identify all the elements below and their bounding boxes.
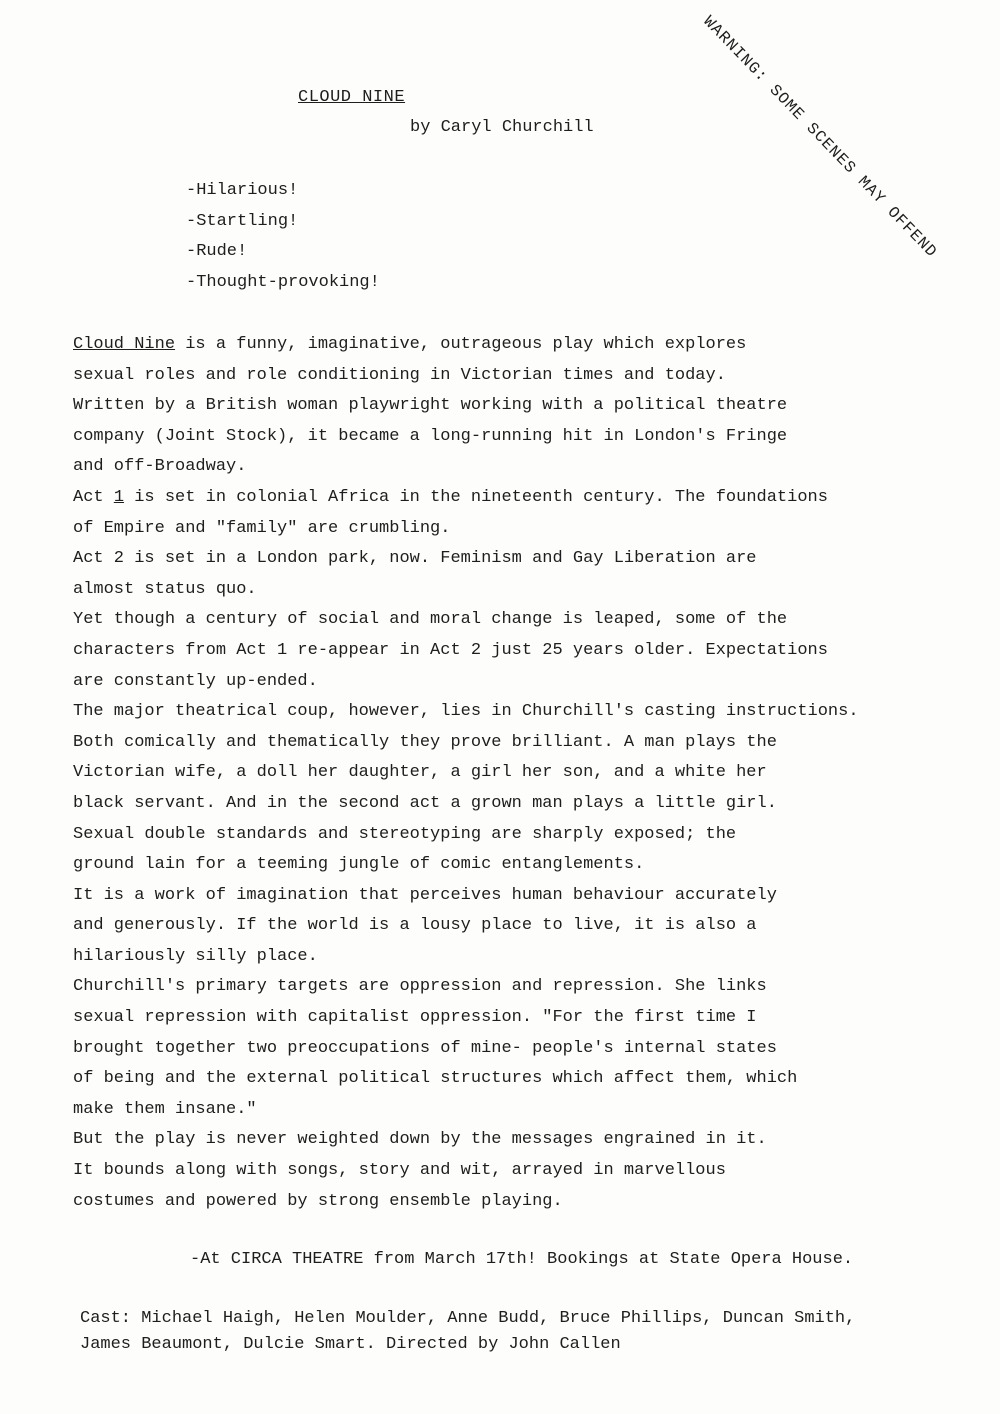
body-line: costumes and powered by strong ensemble playing.: [73, 1191, 563, 1211]
body-line: are constantly up-ended.: [73, 671, 318, 691]
body-line: company (Joint Stock), it became a long-running hit in London's Fringe: [73, 426, 788, 446]
body-line: and off-Broadway.: [73, 457, 247, 477]
play-title: CLOUD NINE: [298, 88, 406, 107]
body-line: Act 2 is set in a London park, now. Feminism and Gay Liberation are: [73, 549, 757, 569]
cast-list: [80, 1306, 980, 1358]
body-line: Sexual double standards and stereotyping are sharply exposed; the: [73, 824, 737, 844]
body-text: is set in colonial Africa in the nineteenth century. The foundations: [124, 487, 828, 507]
body-line: hilariously silly place.: [73, 946, 318, 966]
body-line: [73, 330, 978, 361]
body-line: characters from Act 1 re-appear in Act 2 just 25 years older. Expectations: [73, 640, 828, 660]
tagline: -Hilarious!: [186, 181, 299, 200]
tagline: -Rude!: [186, 242, 248, 261]
body-line: brought together two preoccupations of mine- people's internal states: [73, 1038, 777, 1058]
cast-line: James Beaumont, Dulcie Smart. Directed by John Callen: [80, 1335, 621, 1354]
body-line: Victorian wife, a doll her daughter, a girl her son, and a white her: [73, 763, 767, 783]
performance-details: -At CIRCA THEATRE from March 17th! Bookings at State Opera House.: [190, 1250, 854, 1269]
body-line: make them insane.": [73, 1099, 257, 1119]
body-text: Act: [73, 487, 114, 507]
body-line: [73, 483, 978, 514]
body-line: sexual repression with capitalist oppression. "For the first time I: [73, 1008, 757, 1028]
body-line: black servant. And in the second act a grown man plays a little girl.: [73, 793, 777, 813]
body-line: almost status quo.: [73, 579, 257, 599]
body-line: Churchill's primary targets are oppression and repression. She links: [73, 977, 767, 997]
tagline-list: [186, 176, 380, 298]
body-line: But the play is never weighted down by the messages engrained in it.: [73, 1130, 767, 1150]
play-title-inline: Cloud Nine: [73, 335, 176, 354]
body-line: The major theatrical coup, however, lies in Churchill's casting instructions.: [73, 702, 859, 722]
body-text: is a funny, imaginative, outrageous play which explores: [175, 335, 747, 354]
body-line: of being and the external political structures which affect them, which: [73, 1069, 798, 1089]
tagline: -Thought-provoking!: [186, 272, 380, 292]
body-line: Both comically and thematically they prove brilliant. A man plays the: [73, 732, 777, 752]
body-line: Yet though a century of social and moral change is leaped, some of the: [73, 610, 788, 630]
description-body: [73, 330, 978, 1217]
cast-line: Cast: Michael Haigh, Helen Moulder, Anne Budd, Bruce Phillips, Duncan Smith,: [80, 1309, 856, 1328]
body-line: Written by a British woman playwright working with a political theatre: [73, 396, 788, 416]
author-byline: by Caryl Churchill: [410, 118, 594, 137]
body-line: and generously. If the world is a lousy place to live, it is also a: [73, 916, 757, 936]
body-line: It bounds along with songs, story and wit, arrayed in marvellous: [73, 1161, 726, 1181]
body-line: of Empire and "family" are crumbling.: [73, 518, 451, 538]
act-number: 1: [113, 487, 125, 507]
body-line: It is a work of imagination that perceives human behaviour accurately: [73, 885, 777, 905]
body-line: ground lain for a teeming jungle of comic entanglements.: [73, 855, 645, 875]
tagline: -Startling!: [186, 211, 299, 231]
body-line: sexual roles and role conditioning in Victorian times and today.: [73, 365, 726, 385]
warning-notice: WARNING: SOME SCENES MAY OFFEND: [699, 12, 941, 262]
